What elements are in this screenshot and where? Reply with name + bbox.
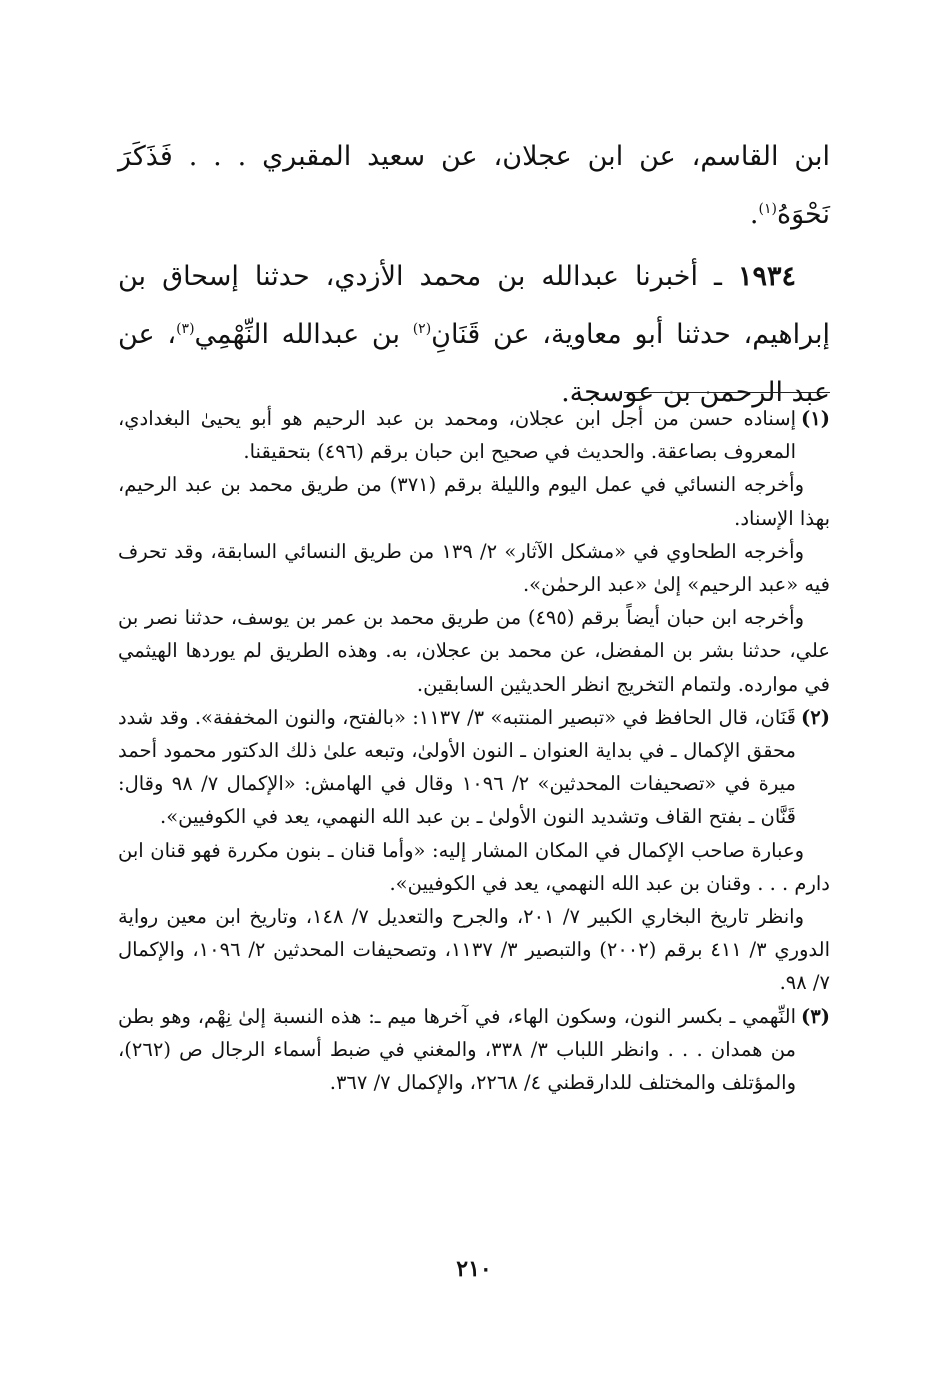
main-paragraph-2-part-2: بن عبدالله النِّهْمِي: [194, 319, 413, 350]
main-paragraph-1-text: ابن القاسم، عن ابن عجلان، عن سعيد المقبري . . . فَذَكَرَ نَحْوَهُ: [118, 141, 830, 230]
footnote-2-line-1: [118, 701, 830, 834]
footnote-1-line-1: [118, 402, 830, 468]
hadith-number: ١٩٣٤: [737, 261, 796, 292]
main-paragraph-1-end: .: [749, 199, 759, 230]
footnote-1-label: (١): [801, 407, 830, 430]
footnote-ref-1[interactable]: (١): [758, 201, 777, 217]
footnote-separator: [624, 392, 830, 393]
footnote-3-label: (٣): [801, 1004, 830, 1028]
footnote-ref-3[interactable]: (٣): [176, 321, 195, 337]
main-paragraph-2-part-3: ، عن عبد الرحمن بن عوسجة.: [118, 319, 830, 408]
footnote-1-text-1: إسناده حسن من أجل ابن عجلان، ومحمد بن عبد الرحيم هو أبو يحيىٰ البغدادي، المعروف بصاعقة. والحديث في صحيح ابن حبان برقم (٤٩٦) بتحقيقنا.: [118, 407, 796, 464]
footnote-2-line-3: وانظر تاريخ البخاري الكبير ٧/ ٢٠١، والجرح والتعديل ٧/ ١٤٨، وتاريخ ابن معين رواية الدوري ٣/ ٤١١ برقم (٢٠٠٢) والتبصير ٣/ ١١٣٧، وتصحيفات المحدثين ٢/ ١٠٩٦، والإكمال ٧/ ٩٨.: [118, 905, 831, 995]
footnotes: [118, 402, 830, 1099]
footnote-3-line-1: [118, 1000, 830, 1100]
footnote-ref-2[interactable]: (٢): [412, 321, 432, 337]
main-text: [118, 128, 830, 422]
footnote-2-text-1: قَنَان، قال الحافظ في «تبصير المنتبه» ٣/ ١١٣٧: «بالفتح، والنون المخففة». وقد شدد محقق الإكمال ـ في بداية العنوان ـ النون الأولىٰ، وتبعه علىٰ ذلك الدكتور محمود أحمد ميرة في «تصحيفات المحدثين» ٢/ ١٠٩٦ وقال في الهامش: «الإكمال ٧/ ٩٨ وقال: قَنَّان ـ بفتح القاف وتشديد النون الأولىٰ ـ بن عبد الله النهمي، يعد في الكوفيين».: [118, 705, 796, 829]
main-paragraph-2: [118, 248, 830, 422]
page-number: ٢١٠: [456, 1256, 492, 1282]
footnote-1-line-3: وأخرجه الطحاوي في «مشكل الآثار» ٢/ ١٣٩ من طريق النسائي السابقة، وقد تحرف فيه «عبد الرحيم» إلىٰ «عبد الرحمٰن».: [118, 539, 830, 597]
main-paragraph-1: [118, 128, 830, 244]
main-paragraph-2-part-1: ـ أخبرنا عبدالله بن محمد الأزدي، حدثنا إسحاق بن إبراهيم، حدثنا أبو معاوية، عن قَنَانِ: [118, 261, 831, 350]
footnote-3-text-1: النِّهمي ـ بكسر النون، وسكون الهاء، في آخرها ميم ـ: هذه النسبة إلىٰ نِهْم، وهو بطن من همدان . . . وانظر اللباب ٣/ ٣٣٨، والمغني في ضبط أسماء الرجال ص (٢٦٢)، والمؤتلف والمختلف للدارقطني ٤/ ٢٢٦٨، والإكمال ٧/ ٣٦٧.: [118, 1004, 796, 1095]
footnote-1-line-2: وأخرجه النسائي في عمل اليوم والليلة برقم (٣٧١) من طريق محمد بن عبد الرحيم، بهذا الإسناد.: [118, 473, 830, 530]
footnote-1-line-4: وأخرجه ابن حبان أيضاً برقم (٤٩٥) من طريق محمد بن عمر بن يوسف، حدثنا نصر بن علي، حدثنا بشر بن المفضل، عن محمد بن عجلان، به. وهذه الطريق لم يوردها الهيثمي في موارده. ولتمام التخريج انظر الحديثين السابقين.: [118, 606, 830, 696]
footnote-2-line-2: وعبارة صاحب الإكمال في المكان المشار إليه: «وأما قنان ـ بنون مكررة فهو قنان ابن دارم . . . وقنان بن عبد الله النهمي، يعد في الكوفيين».: [118, 838, 830, 895]
footnote-2-label: (٢): [801, 705, 830, 729]
